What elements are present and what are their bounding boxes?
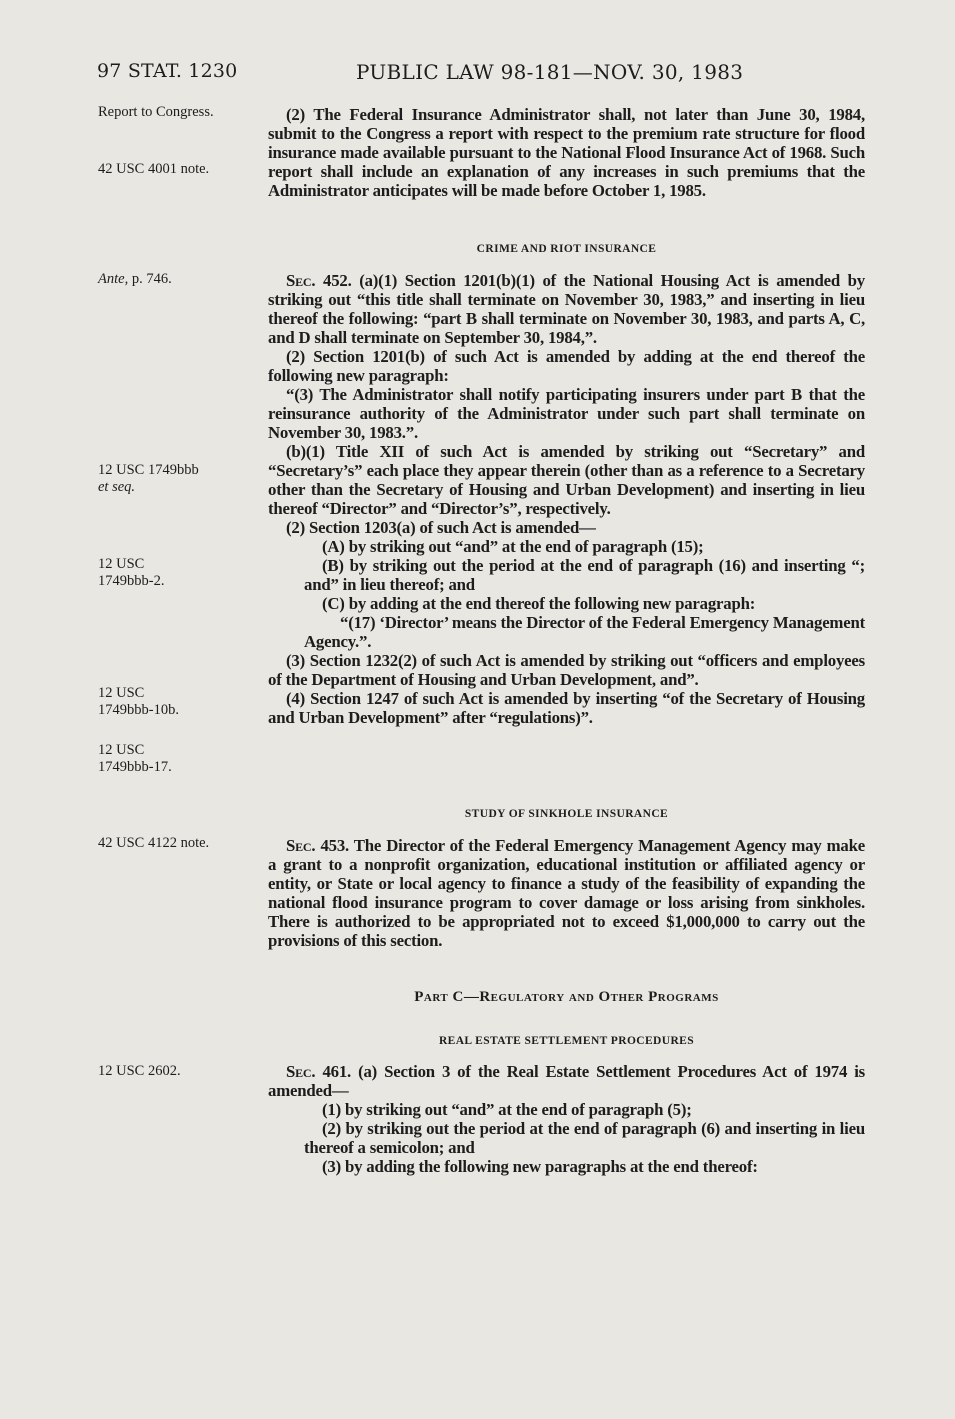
paragraph: (C) by adding at the end thereof the following new paragraph: [322, 594, 756, 613]
margin-note-1749bbb-2: 12 USC 1749bbb-2. [98, 556, 165, 589]
paragraph: (b)(1) Title XII of such Act is amended by striking out “Secretary” and “Secretary’s” each place they appear therein (other than as a reference to a Secretary other than the Secretary of Housing and Urban Development) and inserting in lieu thereof “Director” and “Director’s”, respectively. [268, 442, 865, 518]
paragraph: (2) The Federal Insurance Administrator shall, not later than June 30, 1984, submit to the Congress a report with respect to the premium rate structure for flood insurance made available pursuant to the National Flood Insurance Act of 1968. Such report shall include an explanation of any increases in such premiums that the Administrator anticipates will be made before October 1, 1985. [268, 105, 865, 200]
section-453 [268, 836, 865, 950]
paragraph: “(3) The Administrator shall notify participating insurers under part B that the reinsurance authority of the Administrator under such part shall terminate on November 30, 1983.”. [268, 385, 865, 442]
margin-note-1749bbb [98, 462, 238, 496]
stat-page-number: 97 STAT. 1230 [97, 60, 238, 82]
paragraph: (1) by striking out “and” at the end of paragraph (5); [322, 1100, 692, 1119]
margin-note-1749bbb-line2: et seq. [98, 479, 136, 495]
paragraph: (2) Section 1201(b) of such Act is amended by adding at the end thereof the following new paragraph: [268, 347, 865, 385]
paragraph: (4) Section 1247 of such Act is amended by inserting “of the Secretary of Housing and Urban Development” after “regulations)”. [268, 689, 865, 727]
paragraph-text: 453. The Director of the Federal Emergency Management Agency may make a grant to a nonprofit organization, educational institution or affiliated agency or entity, or State or local agency to finance a study of the feasibility of expanding the national flood insurance program to cover damage or loss arising from sinkholes. There is authorized to be appropriated not to exceed $1,000,000 to carry out the provisions of this section. [268, 836, 865, 950]
section-461 [268, 1062, 865, 1176]
section-flood-report [268, 105, 865, 200]
paragraph: “(17) ‘Director’ means the Director of the Federal Emergency Management Agency.”. [304, 613, 865, 651]
paragraph [268, 271, 865, 347]
heading-crime-riot: CRIME AND RIOT INSURANCE [476, 243, 657, 255]
paragraph [268, 836, 865, 950]
margin-note-12usc2602: 12 USC 2602. [98, 1063, 181, 1079]
paragraph: (2) by striking out the period at the end of paragraph (6) and inserting in lieu thereof a semicolon; and [304, 1119, 865, 1157]
paragraph: (2) Section 1203(a) of such Act is amended— [286, 518, 596, 537]
section-452 [268, 271, 865, 727]
margin-note-report: Report to Congress. [98, 104, 214, 120]
sec-label: Sec. [286, 836, 316, 855]
margin-note-1749bbb-10b: 12 USC 1749bbb-10b. [98, 685, 179, 718]
sec-label: Sec. [286, 1062, 316, 1081]
paragraph: (3) by adding the following new paragraphs at the end thereof: [322, 1157, 758, 1176]
paragraph: (A) by striking out “and” at the end of paragraph (15); [322, 537, 704, 556]
paragraph-text: 461. (a) Section 3 of the Real Estate Settlement Procedures Act of 1974 is amended— [268, 1062, 865, 1100]
paragraph: (B) by striking out the period at the end of paragraph (16) and inserting “; and” in lieu thereof; and [304, 556, 865, 594]
margin-note-ante [98, 271, 238, 288]
heading-sinkhole: STUDY OF SINKHOLE INSURANCE [464, 808, 669, 820]
running-title: PUBLIC LAW 98-181—NOV. 30, 1983 [356, 60, 744, 84]
paragraph [268, 1062, 865, 1100]
margin-note-42usc4001: 42 USC 4001 note. [98, 161, 210, 177]
heading-part-c: Part C—Regulatory and Other Programs [414, 989, 719, 1005]
paragraph-text: 452. (a)(1) Section 1201(b)(1) of the National Housing Act is amended by striking out “this title shall terminate on November 30, 1983,” and inserting in lieu thereof the following: “part B shall terminate on November 30, 1983, and parts A, C, and D shall terminate on September 30, 1984,”. [268, 271, 865, 347]
margin-note-ante-page: p. 746. [128, 271, 172, 287]
margin-note-42usc4122: 42 USC 4122 note. [98, 835, 210, 851]
heading-resp: REAL ESTATE SETTLEMENT PROCEDURES [438, 1035, 695, 1047]
sec-label: Sec. [286, 271, 316, 290]
paragraph: (3) Section 1232(2) of such Act is amended by striking out “officers and employees of the Department of Housing and Urban Development, and”. [268, 651, 865, 689]
margin-note-ante-italic: Ante, [98, 271, 129, 287]
margin-note-1749bbb-17: 12 USC 1749bbb-17. [98, 742, 172, 775]
margin-note-1749bbb-line1: 12 USC 1749bbb [98, 462, 199, 478]
